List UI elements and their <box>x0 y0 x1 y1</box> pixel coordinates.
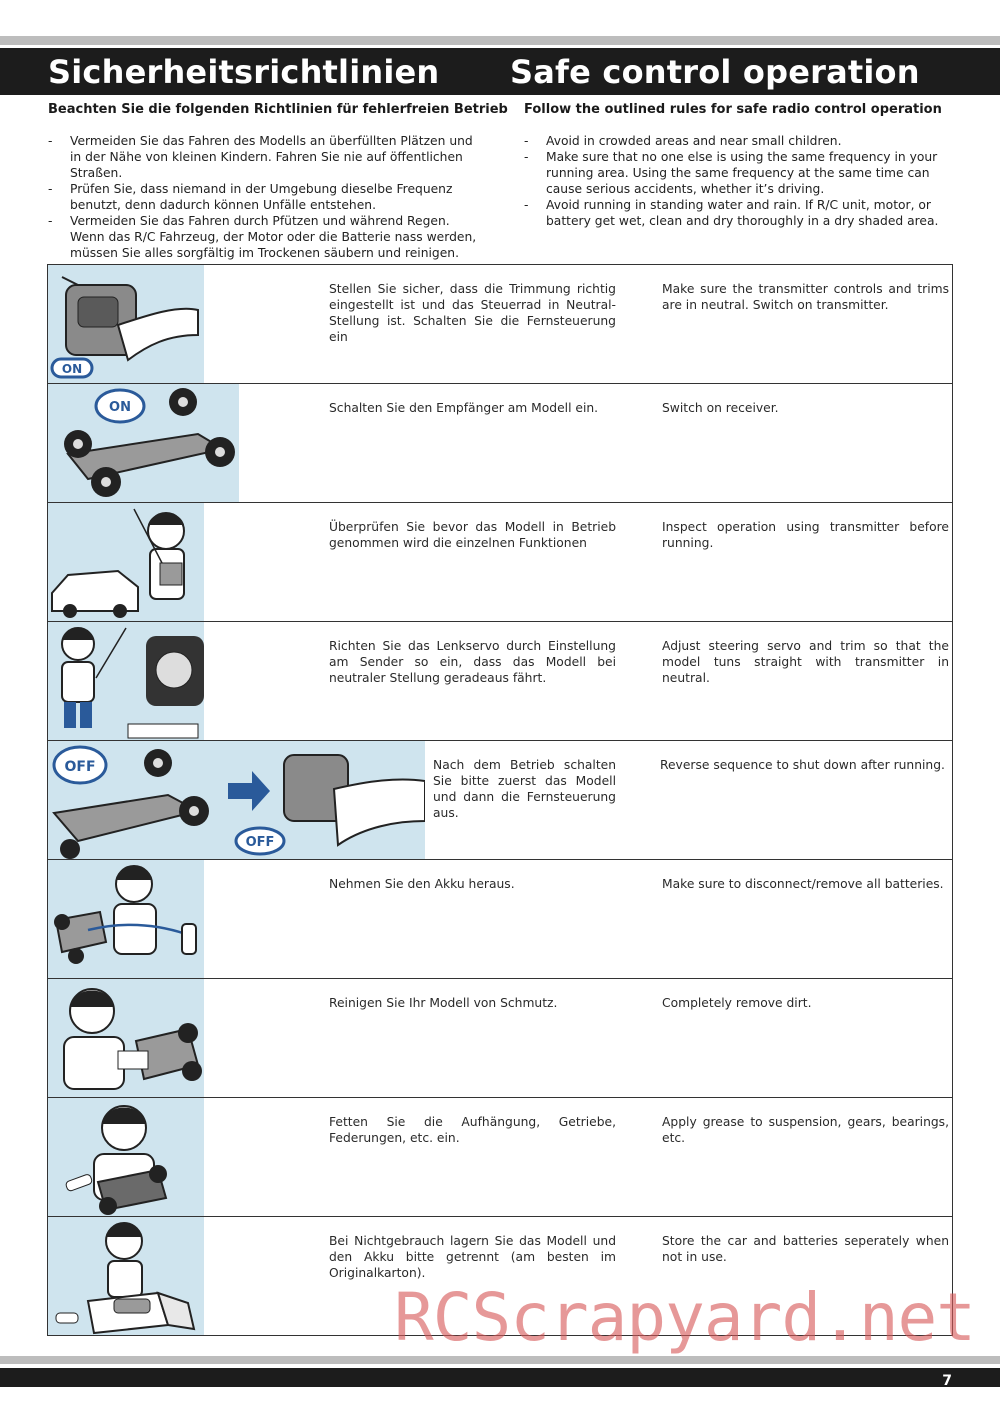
table-row <box>48 622 952 741</box>
step-text-de: Fetten Sie die Aufhängung, Getriebe, Federungen, etc. ein. <box>329 1115 616 1145</box>
rules-list-de <box>48 133 480 261</box>
step-text-de: Stellen Sie sicher, dass die Trimmung richtig eingestellt ist und das Steuerrad in Neutral-Stellung ist. Schalten Sie die Fernsteuerung ein <box>329 282 616 344</box>
table-row <box>48 741 952 860</box>
rule-item: - Avoid running in standing water and rain. If R/C unit, motor, or battery get wet, clean and dry thoroughly in a dry shaded area. <box>524 197 956 229</box>
step-text-en: Completely remove dirt. <box>662 996 812 1010</box>
table-row <box>48 979 952 1098</box>
table-row <box>48 1098 952 1217</box>
step-text-en: Make sure the transmitter controls and trims are in neutral. Switch on transmitter. <box>662 282 949 312</box>
step-text-de: Richten Sie das Lenkservo durch Einstellung am Sender so ein, dass das Modell bei neutraler Stellung geradeaus fährt. <box>329 639 616 685</box>
top-gray-stripe <box>0 36 1000 45</box>
boy-with-transmitter-icon <box>48 503 204 621</box>
step-text-en: Adjust steering servo and trim so that the model tuns straight with transmitter in neutral. <box>662 639 949 685</box>
off-badge: OFF <box>245 835 275 850</box>
boy-cleaning-car-icon <box>48 979 204 1097</box>
subhead-en: Follow the outlined rules for safe radio control operation <box>524 102 942 117</box>
rule-item: - Make sure that no one else is using the same frequency in your running area. Using the same frequency at the same time can cause serious accidents, whether it’s driving. <box>524 149 956 197</box>
table-row <box>48 265 952 384</box>
rules-list-en <box>524 133 956 229</box>
step-text-de: Nehmen Sie den Akku heraus. <box>329 877 515 891</box>
step-text-de: Reinigen Sie Ihr Modell von Schmutz. <box>329 996 558 1010</box>
step-text-en: Make sure to disconnect/remove all batteries. <box>662 877 944 891</box>
step-text-en: Switch on receiver. <box>662 401 779 415</box>
boy-storing-car-icon <box>48 1217 204 1335</box>
car-then-transmitter-off-icon <box>48 741 425 859</box>
step-text-en: Inspect operation using transmitter before running. <box>662 520 949 550</box>
boy-steering-icon <box>48 622 204 740</box>
table-row <box>48 860 952 979</box>
step-text-de: Schalten Sie den Empfänger am Modell ein. <box>329 401 599 415</box>
transmitter-hand-icon <box>48 265 204 383</box>
car-chassis-icon <box>48 384 239 502</box>
step-text-de: Bei Nichtgebrauch lagern Sie das Modell und den Akku bitte getrennt (am besten im Originalkarton). <box>329 1234 616 1280</box>
footer-band <box>0 1368 1000 1387</box>
rule-item: - Vermeiden Sie das Fahren durch Pfützen und während Regen. Wenn das R/C Fahrzeug, der Motor oder die Batterie nass werden, müssen Sie alles sorgfältig im Trockenen säubern und reinigen. <box>48 213 480 261</box>
step-text-de: Nach dem Betrieb schalten Sie bitte zuerst das Modell und dann die Fernsteuerung aus. <box>433 758 616 820</box>
off-badge: OFF <box>64 759 96 775</box>
watermark: RCScrapyard.net <box>394 1279 976 1356</box>
step-text-de: Überprüfen Sie bevor das Modell in Betrieb genommen wird die einzelnen Funktionen <box>329 520 616 550</box>
bottom-gray-stripe <box>0 1356 1000 1364</box>
boy-greasing-car-icon <box>48 1098 204 1216</box>
table-row <box>48 384 952 503</box>
on-badge: ON <box>61 362 83 376</box>
subhead-de: Beachten Sie die folgenden Richtlinien für fehlerfreien Betrieb <box>48 102 508 117</box>
rule-item: - Vermeiden Sie das Fahren des Modells an überfüllten Plätzen und in der Nähe von kleinen Kindern. Fahren Sie nie auf öffentlichen Straßen. <box>48 133 480 181</box>
instruction-table <box>47 264 953 1336</box>
rule-item: - Prüfen Sie, dass niemand in der Umgebung dieselbe Frequenz benutzt, denn dadurch können Unfälle entstehen. <box>48 181 480 213</box>
table-row <box>48 503 952 622</box>
on-badge: ON <box>109 400 131 415</box>
step-text-en: Store the car and batteries seperately when not in use. <box>662 1234 949 1264</box>
step-text-en: Reverse sequence to shut down after running. <box>660 758 945 772</box>
page-title-de: Sicherheitsrichtlinien <box>48 53 440 91</box>
boy-removing-battery-icon <box>48 860 204 978</box>
rule-item: - Avoid in crowded areas and near small children. <box>524 133 956 149</box>
page-title-en: Safe control operation <box>510 53 920 91</box>
page-number: 7 <box>942 1373 952 1389</box>
step-text-en: Apply grease to suspension, gears, bearings, etc. <box>662 1115 949 1145</box>
